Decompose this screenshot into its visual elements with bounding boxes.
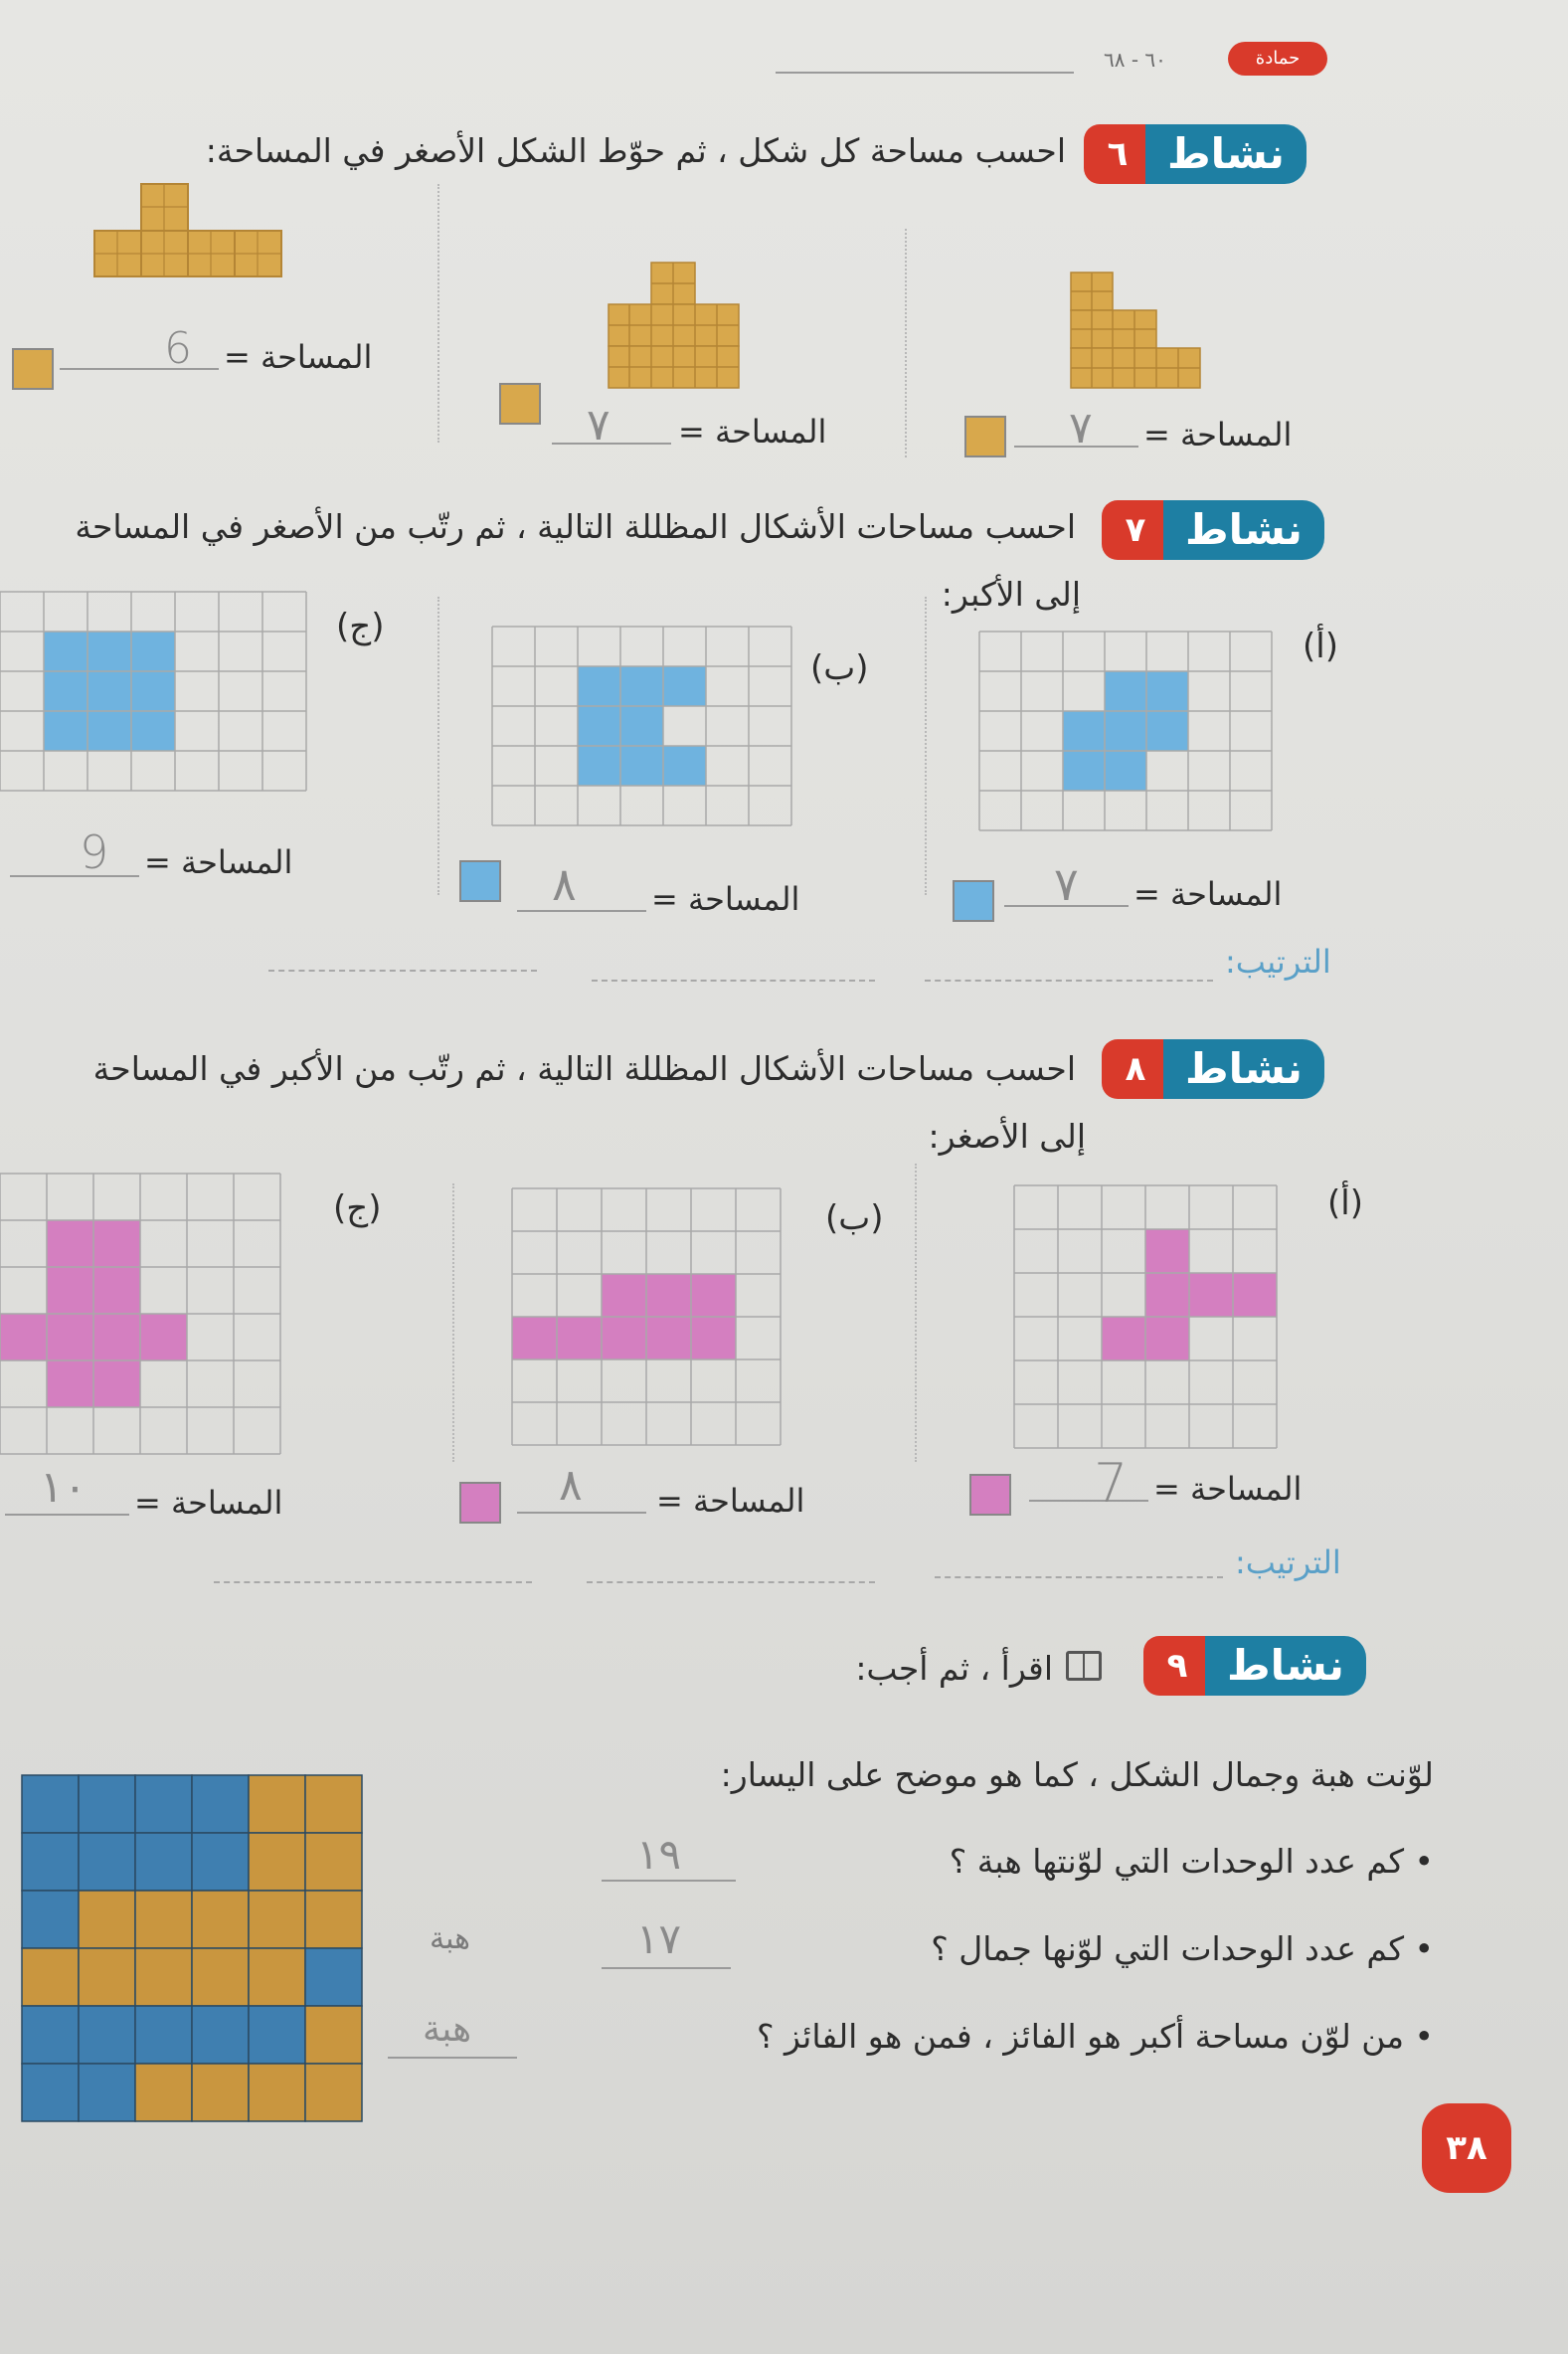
activity8-grid-b-shaded-cell [512, 1317, 557, 1359]
activity9-grid-cell [249, 1891, 305, 1948]
activity8-label: نشاط [1163, 1039, 1324, 1099]
activity8-answer-a: 7 [1094, 1452, 1129, 1515]
activity7-grid-c-shaded-cell [131, 671, 175, 711]
activity9-answer-line-1 [602, 1880, 736, 1882]
activity6-answer-middle: ٧ [587, 400, 610, 451]
activity9-grid-cell [22, 1948, 79, 2006]
activity9-badge [1143, 1636, 1366, 1696]
activity9-label: نشاط [1205, 1636, 1366, 1696]
activity8-order-label: الترتيب: [1235, 1543, 1341, 1581]
activity9-answer-1: ١٩ [636, 1830, 682, 1879]
activity9-grid-cell [22, 1833, 79, 1891]
activity8-number: ٨ [1102, 1039, 1169, 1099]
activity9-grid-cell [79, 1948, 135, 2006]
activity9-grid-cell [79, 2064, 135, 2121]
activity7-badge [1102, 500, 1324, 560]
activity9-grid-cell [192, 1891, 249, 1948]
activity6-area-label-middle: المساحة = [678, 413, 827, 451]
activity7-answer-c: 9 [80, 825, 109, 879]
activity9-grid-cell [22, 2006, 79, 2064]
activity9-q1: • كم عدد الوحدات التي لوّنتها هبة ؟ [949, 1842, 1434, 1881]
activity9-grid-cell [135, 1833, 192, 1891]
activity8-answer-c: ١٠ [40, 1462, 87, 1513]
activity7-grid-c-shaded-cell [87, 671, 131, 711]
activity9-grid-cell [192, 2006, 249, 2064]
activity9-grid-cell [305, 1948, 362, 2006]
activity8-question-line2: إلى الأصغر: [928, 1117, 1086, 1156]
activity7-grid-c-shaded-cell [44, 671, 87, 711]
activity6-shape-middle [607, 261, 741, 390]
activity7-label: نشاط [1163, 500, 1324, 560]
activity9-answer-2: ١٧ [636, 1914, 682, 1963]
activity7-grid-a-shaded-cell [1105, 751, 1146, 791]
activity7-order-blank-2 [592, 980, 875, 982]
activity8-grid-b-shaded-cell [691, 1274, 736, 1317]
activity7-grid-b-shaded-cell [620, 706, 663, 746]
activity8-grid-c-shaded-cell [47, 1314, 93, 1360]
activity8-grid-c-shaded-cell [93, 1314, 140, 1360]
activity7-grid-b-shaded-cell [578, 706, 620, 746]
activity6-area-label-right: المساحة = [1143, 416, 1293, 453]
activity9-grid-cell [249, 1775, 305, 1833]
activity9-intro: لوّنت هبة وجمال الشكل ، كما هو موضح على اليسار: [720, 1755, 1434, 1794]
activity9-grid-cell [192, 2064, 249, 2121]
activity8-grid-c [0, 1174, 283, 1457]
activity8-grid-b-shaded-cell [691, 1317, 736, 1359]
activity9-grid-cell [22, 1891, 79, 1948]
activity9-grid-cell [192, 1775, 249, 1833]
activity7-area-label-a: المساحة = [1133, 875, 1283, 913]
activity9-grid-cell [305, 2064, 362, 2121]
activity8-grid-c-shaded-cell [47, 1220, 93, 1267]
activity7-part-a: (أ) [1303, 627, 1338, 666]
unit-square-icon [459, 860, 501, 902]
activity8-grid-b-shaded-cell [602, 1317, 646, 1359]
activity8-grid-a-shaded-cell [1233, 1273, 1277, 1317]
activity7-grid-a-shaded-cell [1063, 711, 1105, 751]
activity8-answer-line-b [517, 1512, 646, 1514]
activity6-shape-right [1069, 271, 1203, 390]
header-badge: حمادة [1228, 42, 1327, 76]
divider [915, 1164, 917, 1462]
activity9-side-note: هبة [430, 1921, 470, 1956]
activity6-label: نشاط [1145, 124, 1307, 184]
unit-square-icon [459, 1482, 501, 1524]
activity8-grid-c-shaded-cell [47, 1267, 93, 1314]
activity7-grid-a-shaded-cell [1105, 711, 1146, 751]
activity9-grid-cell [249, 2006, 305, 2064]
activity8-grid-c-shaded-cell [93, 1360, 140, 1407]
activity9-grid-cell [249, 1833, 305, 1891]
unit-square-icon [953, 880, 994, 922]
activity9-answer-line-3 [388, 2057, 517, 2059]
activity9-grid-cell [249, 1948, 305, 2006]
activity6-number: ٦ [1084, 124, 1151, 184]
activity9-answer-line-2 [602, 1967, 731, 1969]
activity7-question: احسب مساحات الأشكال المظللة التالية ، ثم رتّب من الأصغر في المساحة [75, 507, 1076, 546]
activity8-order-blank-1 [935, 1576, 1223, 1578]
activity8-grid-b-shaded-cell [646, 1317, 691, 1359]
activity6-badge [1084, 124, 1307, 184]
activity7-part-c: (ج) [336, 607, 385, 646]
activity8-grid-c-shaded-cell [47, 1360, 93, 1407]
activity8-question: احسب مساحات الأشكال المظللة التالية ، ثم رتّب من الأكبر في المساحة [92, 1049, 1076, 1088]
header-ref-line [776, 72, 1074, 74]
activity6-area-label-left: المساحة = [224, 338, 373, 376]
activity8-area-label-c: المساحة = [134, 1484, 283, 1522]
activity7-grid-c-shaded-cell [131, 711, 175, 751]
activity9-grid-cell [305, 2006, 362, 2064]
activity8-grid-a [1014, 1185, 1283, 1454]
activity9-grid-cell [249, 2064, 305, 2121]
activity7-grid-c-shaded-cell [87, 711, 131, 751]
activity9-grid-cell [305, 1891, 362, 1948]
activity7-answer-a: ٧ [1054, 857, 1079, 911]
activity7-order-blank-1 [925, 980, 1213, 982]
activity9-q3: • من لوّن مساحة أكبر هو الفائز ، فمن هو الفائز ؟ [756, 2017, 1434, 2056]
activity7-grid-b-shaded-cell [578, 746, 620, 786]
activity7-order-label: الترتيب: [1225, 943, 1331, 981]
activity6-shape-left [94, 184, 283, 278]
activity8-area-label-a: المساحة = [1153, 1470, 1303, 1508]
activity9-grid-cell [135, 1891, 192, 1948]
divider [452, 1183, 454, 1462]
activity9-grid-cell [135, 2064, 192, 2121]
activity9-grid-cell [135, 1775, 192, 1833]
activity7-grid-c-shaded-cell [131, 632, 175, 671]
activity8-part-c: (ج) [333, 1188, 382, 1228]
activity6-answer-left: 6 [164, 323, 192, 374]
activity9-grid-cell [192, 1948, 249, 2006]
activity8-grid-a-shaded-cell [1189, 1273, 1233, 1317]
activity6-question: احسب مساحة كل شكل ، ثم حوّط الشكل الأصغر في المساحة: [205, 131, 1066, 170]
activity7-grid-a-shaded-cell [1146, 711, 1188, 751]
activity7-grid-b-shaded-cell [620, 666, 663, 706]
header-ref-text: ٦٠ - ٦٨ [1104, 48, 1166, 72]
activity7-grid-a-shaded-cell [1063, 751, 1105, 791]
activity9-number: ٩ [1143, 1636, 1211, 1696]
unit-square-icon [12, 348, 54, 390]
divider [437, 597, 439, 895]
unit-square-icon [969, 1474, 1011, 1516]
activity9-grid-cell [79, 1833, 135, 1891]
activity9-grid-cell [135, 2006, 192, 2064]
activity7-area-label-b: المساحة = [651, 880, 800, 918]
activity8-grid-b-shaded-cell [557, 1317, 602, 1359]
activity8-grid-c-shaded-cell [140, 1314, 187, 1360]
activity7-grid-c [0, 592, 310, 801]
activity6-answer-right: ٧ [1069, 403, 1093, 453]
activity7-grid-b-shaded-cell [620, 746, 663, 786]
activity8-order-blank-2 [587, 1581, 875, 1583]
activity8-grid-b-shaded-cell [646, 1274, 691, 1317]
activity9-grid-cell [22, 2064, 79, 2121]
activity9-grid-cell [79, 1891, 135, 1948]
activity8-order-blank-3 [214, 1581, 532, 1583]
divider [905, 229, 907, 457]
activity7-answer-line-b [517, 910, 646, 912]
activity7-area-label-c: المساحة = [144, 843, 293, 881]
activity8-grid-a-shaded-cell [1102, 1317, 1145, 1360]
activity9-grid-cell [79, 2006, 135, 2064]
divider [925, 597, 927, 895]
activity9-answer-3: هبة [423, 2009, 472, 2050]
activity8-grid-a-shaded-cell [1145, 1273, 1189, 1317]
activity9-q2: • كم عدد الوحدات التي لوّنها جمال ؟ [931, 1929, 1434, 1968]
activity7-grid-a-shaded-cell [1105, 671, 1146, 711]
activity7-part-b: (ب) [810, 648, 869, 688]
activity8-part-a: (أ) [1327, 1183, 1363, 1223]
activity9-grid [22, 1775, 370, 2128]
activity7-grid-b [492, 627, 795, 835]
page-number: ٣٨ [1422, 2103, 1511, 2193]
activity9-grid-cell [22, 1775, 79, 1833]
activity7-grid-a-shaded-cell [1146, 671, 1188, 711]
activity9-instruction: اقرأ ، ثم أجب: [855, 1649, 1053, 1688]
activity7-grid-c-shaded-cell [87, 632, 131, 671]
activity6-answer-line-left [60, 368, 219, 370]
activity9-grid-cell [305, 1775, 362, 1833]
activity8-grid-b [512, 1188, 785, 1452]
activity7-grid-c-shaded-cell [44, 711, 87, 751]
activity6-answer-line-middle [552, 443, 671, 445]
activity8-grid-c-shaded-cell [0, 1314, 47, 1360]
activity7-grid-b-shaded-cell [663, 666, 706, 706]
activity7-grid-a [979, 632, 1283, 840]
activity7-order-blank-3 [268, 970, 537, 972]
unit-square-icon [499, 383, 541, 425]
activity8-grid-a-shaded-cell [1145, 1229, 1189, 1273]
activity7-question-line2: إلى الأكبر: [941, 575, 1081, 614]
activity8-badge [1102, 1039, 1324, 1099]
activity7-answer-b: ٨ [552, 857, 577, 911]
activity7-grid-c-shaded-cell [44, 632, 87, 671]
book-icon [1066, 1651, 1102, 1681]
activity7-grid-b-shaded-cell [663, 746, 706, 786]
unit-square-icon [964, 416, 1006, 457]
activity8-answer-line-a [1029, 1500, 1148, 1502]
divider [437, 184, 439, 443]
activity7-answer-line-c [10, 875, 139, 877]
activity8-area-label-b: المساحة = [656, 1482, 805, 1520]
activity9-grid-cell [192, 1833, 249, 1891]
activity8-grid-a-shaded-cell [1145, 1317, 1189, 1360]
activity8-grid-c-shaded-cell [93, 1267, 140, 1314]
activity7-grid-b-shaded-cell [578, 666, 620, 706]
activity9-grid-cell [305, 1833, 362, 1891]
activity7-number: ٧ [1102, 500, 1169, 560]
activity9-grid-cell [135, 1948, 192, 2006]
activity9-grid-cell [79, 1775, 135, 1833]
activity8-answer-b: ٨ [559, 1460, 583, 1511]
activity8-grid-c-shaded-cell [93, 1220, 140, 1267]
activity8-part-b: (ب) [825, 1198, 884, 1238]
activity8-answer-line-c [5, 1514, 129, 1516]
activity8-grid-b-shaded-cell [602, 1274, 646, 1317]
